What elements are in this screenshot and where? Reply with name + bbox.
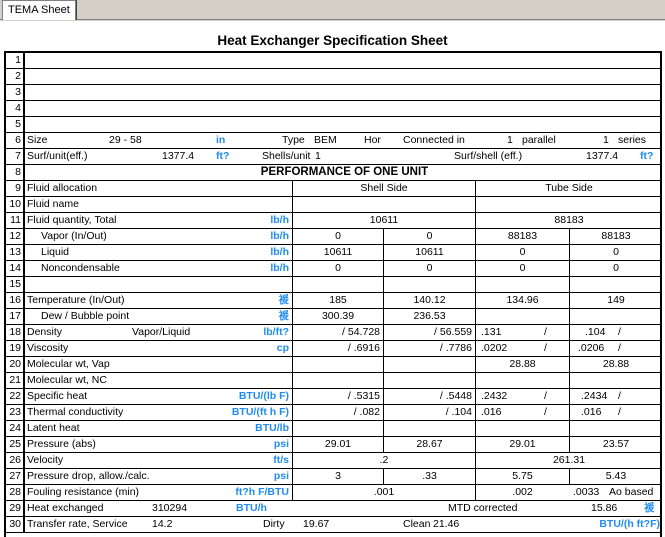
row-liquid bbox=[6, 245, 662, 261]
clean-label: Clean bbox=[403, 518, 431, 530]
column-divider bbox=[569, 277, 570, 292]
row-number: 21 bbox=[6, 373, 25, 388]
row-number: 8 bbox=[6, 165, 25, 180]
row-fluid-quantity bbox=[6, 213, 662, 229]
slash: / bbox=[618, 342, 621, 354]
column-divider bbox=[475, 325, 476, 340]
row-number: 2 bbox=[6, 69, 25, 84]
tube-in-value[interactable]: 134.96 bbox=[506, 294, 539, 306]
row-number: 10 bbox=[6, 197, 25, 212]
column-divider bbox=[475, 405, 476, 420]
row-velocity bbox=[6, 453, 662, 469]
row-molecular-wt-nc bbox=[6, 373, 662, 389]
column-divider bbox=[292, 357, 293, 372]
tube-in-value[interactable]: .0202 bbox=[481, 342, 508, 354]
fouling-basis-note: Ao based bbox=[609, 486, 654, 498]
liquid-label: Liquid bbox=[41, 246, 70, 258]
slash: / bbox=[544, 326, 547, 338]
pressure-drop-label: Pressure drop, allow./calc. bbox=[27, 470, 150, 482]
tube-fouling-out[interactable]: .0033 bbox=[573, 486, 600, 498]
row-number: 15 bbox=[6, 277, 25, 292]
surface-unit-value[interactable]: 1377.4 bbox=[162, 150, 195, 162]
shell-in-value[interactable]: 0 bbox=[335, 230, 341, 242]
heat-exchanged-label: Heat exchanged bbox=[27, 502, 104, 514]
tube-out-value[interactable]: .2434 bbox=[581, 390, 608, 402]
specific-heat-label: Specific heat bbox=[27, 390, 88, 402]
molecular-wt-vap-label: Molecular wt, Vap bbox=[27, 358, 110, 370]
fluid-name-label: Fluid name bbox=[27, 198, 79, 210]
column-divider bbox=[475, 421, 476, 436]
page-title: Heat Exchanger Specification Sheet bbox=[217, 33, 448, 48]
tab-separator bbox=[76, 0, 77, 20]
size-value[interactable]: 29 - 58 bbox=[109, 134, 142, 146]
series-label: series bbox=[618, 134, 647, 146]
transfer-rate-unit: BTU/(h ft?F) bbox=[599, 518, 660, 530]
shell-out-value[interactable]: / .5448 bbox=[439, 390, 472, 402]
temperature-unit: 褑 bbox=[278, 294, 289, 306]
molecular-wt-nc-label: Molecular wt, NC bbox=[27, 374, 107, 386]
density-label: Density bbox=[27, 326, 63, 338]
shell-in-value[interactable]: / 54.728 bbox=[342, 326, 380, 338]
series-count[interactable]: 1 bbox=[603, 134, 609, 146]
column-divider bbox=[383, 357, 384, 372]
column-divider bbox=[475, 309, 476, 324]
slash: / bbox=[544, 406, 547, 418]
fluid-quantity-label: Fluid quantity, Total bbox=[27, 214, 117, 226]
column-divider bbox=[569, 325, 570, 340]
row-number: 30 bbox=[6, 517, 25, 532]
column-divider bbox=[383, 373, 384, 388]
orientation-value[interactable]: Hor bbox=[364, 134, 381, 146]
tube-in-value[interactable]: 88183 bbox=[507, 230, 538, 242]
shell-out-value[interactable]: / .7786 bbox=[439, 342, 472, 354]
tube-allowed[interactable]: 5.75 bbox=[512, 470, 533, 482]
column-divider bbox=[383, 421, 384, 436]
thermal-conductivity-unit: BTU/(ft h F) bbox=[231, 406, 289, 418]
connected-in-label: Connected in bbox=[403, 134, 465, 146]
tube-side-header: Tube Side bbox=[545, 182, 593, 194]
mtd-corrected-unit: 褑 bbox=[644, 502, 655, 514]
row-number: 12 bbox=[6, 229, 25, 244]
fouling-unit: ft?h F/BTU bbox=[235, 486, 289, 498]
clean-value[interactable]: 21.46 bbox=[433, 518, 460, 530]
row-size bbox=[6, 133, 662, 149]
shell-velocity[interactable]: .2 bbox=[379, 454, 389, 466]
row-number: 5 bbox=[6, 117, 25, 132]
pressure-unit: psi bbox=[273, 438, 289, 450]
shell-out-value[interactable]: 140.12 bbox=[413, 294, 446, 306]
row-number: 27 bbox=[6, 469, 25, 484]
shell-out-value[interactable]: 28.67 bbox=[416, 438, 443, 450]
row-vapor bbox=[6, 229, 662, 245]
size-unit: in bbox=[216, 134, 226, 146]
row-transfer-rate bbox=[6, 517, 662, 533]
shell-in-value[interactable]: 10611 bbox=[323, 246, 353, 258]
row-number: 13 bbox=[6, 245, 25, 260]
noncondensable-unit: lb/h bbox=[270, 262, 289, 274]
row-number: 25 bbox=[6, 437, 25, 452]
column-divider bbox=[292, 373, 293, 388]
latent-heat-label: Latent heat bbox=[27, 422, 80, 434]
tube-out-value[interactable]: 149 bbox=[607, 294, 625, 306]
shell-out-value[interactable]: / 56.559 bbox=[434, 326, 472, 338]
shell-in-value[interactable]: / .5315 bbox=[347, 390, 380, 402]
column-divider bbox=[383, 277, 384, 292]
slash: / bbox=[618, 390, 621, 402]
dew-bubble-label: Dew / Bubble point bbox=[41, 310, 130, 322]
dirty-label: Dirty bbox=[263, 518, 285, 530]
row-number: 24 bbox=[6, 421, 25, 436]
tube-out-value[interactable]: .0206 bbox=[578, 342, 605, 354]
column-divider bbox=[475, 277, 476, 292]
viscosity-unit: cp bbox=[276, 342, 289, 354]
heat-exchanged-unit: BTU/h bbox=[236, 502, 267, 514]
noncondensable-label: Noncondensable bbox=[41, 262, 120, 274]
column-divider bbox=[292, 421, 293, 436]
row-molecular-wt-vap bbox=[6, 357, 662, 373]
column-divider bbox=[569, 389, 570, 404]
heat-exchanged-value[interactable]: 310294 bbox=[152, 502, 188, 514]
table-row bbox=[6, 117, 662, 133]
vapor-unit: lb/h bbox=[270, 230, 289, 242]
tube-velocity[interactable]: 261.31 bbox=[552, 454, 586, 466]
row-number: 11 bbox=[6, 213, 25, 228]
row-number: 22 bbox=[6, 389, 25, 404]
row-heat-exchanged bbox=[6, 501, 662, 517]
row-density bbox=[6, 325, 662, 341]
row-number: 14 bbox=[6, 261, 25, 276]
row-number: 17 bbox=[6, 309, 25, 324]
viscosity-label: Viscosity bbox=[27, 342, 69, 354]
tube-in-value[interactable]: 0 bbox=[519, 262, 526, 274]
fluid-allocation-label: Fluid allocation bbox=[27, 182, 98, 194]
tube-out-value[interactable]: 0 bbox=[613, 246, 619, 258]
slash: / bbox=[618, 406, 621, 418]
tube-in-value[interactable]: 29.01 bbox=[509, 438, 536, 450]
mtd-corrected-label: MTD corrected bbox=[448, 502, 518, 514]
shell-side-header: Shell Side bbox=[360, 182, 408, 194]
sheet-tabbar bbox=[0, 0, 665, 20]
row-surface bbox=[6, 149, 662, 165]
shell-quantity[interactable]: 10611 bbox=[369, 214, 399, 226]
velocity-label: Velocity bbox=[27, 454, 64, 466]
fluid-quantity-unit: lb/h bbox=[270, 214, 289, 226]
slash: / bbox=[544, 390, 547, 402]
row-fouling bbox=[6, 485, 662, 501]
row-fluid-allocation bbox=[6, 181, 662, 197]
tube-out-value[interactable]: 0 bbox=[613, 262, 619, 274]
shell-in-value[interactable]: 0 bbox=[335, 262, 341, 274]
tube-calculated[interactable]: 5.43 bbox=[605, 470, 627, 482]
row-number: 20 bbox=[6, 357, 25, 372]
liquid-unit: lb/h bbox=[270, 246, 289, 258]
density-sublabel: Vapor/Liquid bbox=[132, 326, 191, 338]
velocity-unit: ft/s bbox=[273, 454, 289, 466]
row-viscosity bbox=[6, 341, 662, 357]
tube-in-value[interactable]: .2432 bbox=[481, 390, 508, 402]
type-value[interactable]: BEM bbox=[314, 134, 337, 146]
column-divider bbox=[475, 373, 476, 388]
column-divider bbox=[292, 197, 293, 212]
tube-out-value[interactable]: 88183 bbox=[601, 230, 631, 242]
parallel-count[interactable]: 1 bbox=[507, 134, 513, 146]
shells-unit-value[interactable]: 1 bbox=[315, 150, 321, 162]
transfer-rate-label: Transfer rate, Service bbox=[27, 518, 128, 530]
tube-in-value[interactable]: 0 bbox=[519, 246, 526, 258]
column-divider bbox=[475, 389, 476, 404]
table-row bbox=[6, 69, 662, 85]
tube-in-value[interactable]: .016 bbox=[481, 406, 502, 418]
dew-bubble-unit: 褑 bbox=[278, 310, 289, 322]
row-number: 7 bbox=[6, 149, 25, 164]
shell-in-value[interactable]: 185 bbox=[329, 294, 347, 306]
row-temperature bbox=[6, 293, 662, 309]
shell-calculated[interactable]: .33 bbox=[422, 470, 437, 482]
column-divider bbox=[569, 309, 570, 324]
parallel-label: parallel bbox=[522, 134, 556, 146]
performance-title: PERFORMANCE OF ONE UNIT bbox=[260, 166, 429, 178]
tube-out-value[interactable]: .016 bbox=[581, 406, 602, 418]
thermal-conductivity-label: Thermal conductivity bbox=[27, 406, 124, 418]
shell-in-value[interactable]: 29.01 bbox=[324, 438, 352, 450]
surface-shell-value[interactable]: 1377.4 bbox=[586, 150, 619, 162]
tube-out-value[interactable]: 23.57 bbox=[602, 438, 630, 450]
row-latent-heat bbox=[6, 421, 662, 437]
mtd-corrected-value[interactable]: 15.86 bbox=[591, 502, 618, 514]
shell-in-value[interactable]: / .6916 bbox=[347, 342, 380, 354]
row-number: 29 bbox=[6, 501, 25, 516]
shell-fouling[interactable]: .001 bbox=[373, 486, 395, 498]
row-pressure bbox=[6, 437, 662, 453]
row-number: 6 bbox=[6, 133, 25, 148]
tube-out-value[interactable]: 28.88 bbox=[602, 358, 630, 370]
tube-out-value[interactable]: .104 bbox=[585, 326, 606, 338]
row-number: 9 bbox=[6, 181, 25, 196]
column-divider bbox=[569, 405, 570, 420]
shell-allowed[interactable]: 3 bbox=[335, 470, 341, 482]
shell-out-value[interactable]: 10611 bbox=[415, 246, 444, 258]
row-number: 26 bbox=[6, 453, 25, 468]
surface-shell-unit: ft? bbox=[640, 150, 654, 162]
column-divider bbox=[569, 341, 570, 356]
specific-heat-unit: BTU/(lb F) bbox=[238, 390, 289, 402]
fouling-label: Fouling resistance (min) bbox=[27, 486, 140, 498]
pressure-drop-unit: psi bbox=[273, 470, 289, 482]
table-row bbox=[6, 53, 662, 69]
shell-out-value[interactable]: / .104 bbox=[445, 406, 472, 418]
row-number: 3 bbox=[6, 85, 25, 100]
row-number: 19 bbox=[6, 341, 25, 356]
column-divider bbox=[569, 421, 570, 436]
row-fluid-name bbox=[6, 197, 662, 213]
slash: / bbox=[618, 326, 621, 338]
tube-quantity[interactable]: 88183 bbox=[554, 214, 584, 226]
density-unit: lb/ft? bbox=[263, 326, 289, 338]
transfer-rate-service[interactable]: 14.2 bbox=[152, 518, 173, 530]
row-number: 4 bbox=[6, 101, 25, 116]
column-divider bbox=[292, 277, 293, 292]
temperature-label: Temperature (In/Out) bbox=[27, 294, 125, 306]
spec-sheet-page bbox=[0, 21, 665, 537]
row-performance-header bbox=[6, 165, 662, 181]
column-divider bbox=[475, 341, 476, 356]
shell-in-value[interactable]: 300.39 bbox=[321, 310, 355, 322]
slash: / bbox=[544, 342, 547, 354]
row-specific-heat bbox=[6, 389, 662, 405]
tab-tema-sheet[interactable]: TEMA Sheet bbox=[2, 0, 76, 20]
row-noncondensable bbox=[6, 261, 662, 277]
latent-heat-unit: BTU/lb bbox=[255, 422, 289, 434]
shell-out-value[interactable]: 236.53 bbox=[413, 310, 446, 322]
row-pressure-drop bbox=[6, 469, 662, 485]
surface-unit-label: Surf/unit(eff.) bbox=[27, 150, 88, 162]
surface-unit-unit: ft? bbox=[216, 150, 230, 162]
row-dew-bubble bbox=[6, 309, 662, 325]
row-number: 18 bbox=[6, 325, 25, 340]
tube-in-value[interactable]: 28.88 bbox=[509, 358, 536, 370]
row-number: 28 bbox=[6, 485, 25, 500]
shell-out-value[interactable]: 0 bbox=[426, 262, 433, 274]
row-thermal-conductivity bbox=[6, 405, 662, 421]
row-number: 23 bbox=[6, 405, 25, 420]
surface-shell-label: Surf/shell (eff.) bbox=[454, 150, 523, 162]
table-row bbox=[6, 101, 662, 117]
row-number: 1 bbox=[6, 53, 25, 68]
column-divider bbox=[475, 197, 476, 212]
table-row bbox=[6, 85, 662, 101]
row-number: 16 bbox=[6, 293, 25, 308]
vapor-label: Vapor (In/Out) bbox=[41, 230, 107, 242]
shell-out-value[interactable]: 0 bbox=[426, 230, 433, 242]
table-row bbox=[6, 277, 662, 293]
shells-unit-label: Shells/unit bbox=[262, 150, 311, 162]
pressure-label: Pressure (abs) bbox=[27, 438, 96, 450]
column-divider bbox=[569, 373, 570, 388]
spec-table bbox=[4, 51, 662, 537]
shell-in-value[interactable]: / .082 bbox=[353, 406, 380, 418]
size-label: Size bbox=[27, 134, 48, 146]
tube-fouling-in[interactable]: .002 bbox=[512, 486, 533, 498]
dirty-value[interactable]: 19.67 bbox=[303, 518, 330, 530]
tube-in-value[interactable]: .131 bbox=[481, 326, 502, 338]
type-label: Type bbox=[282, 134, 305, 146]
